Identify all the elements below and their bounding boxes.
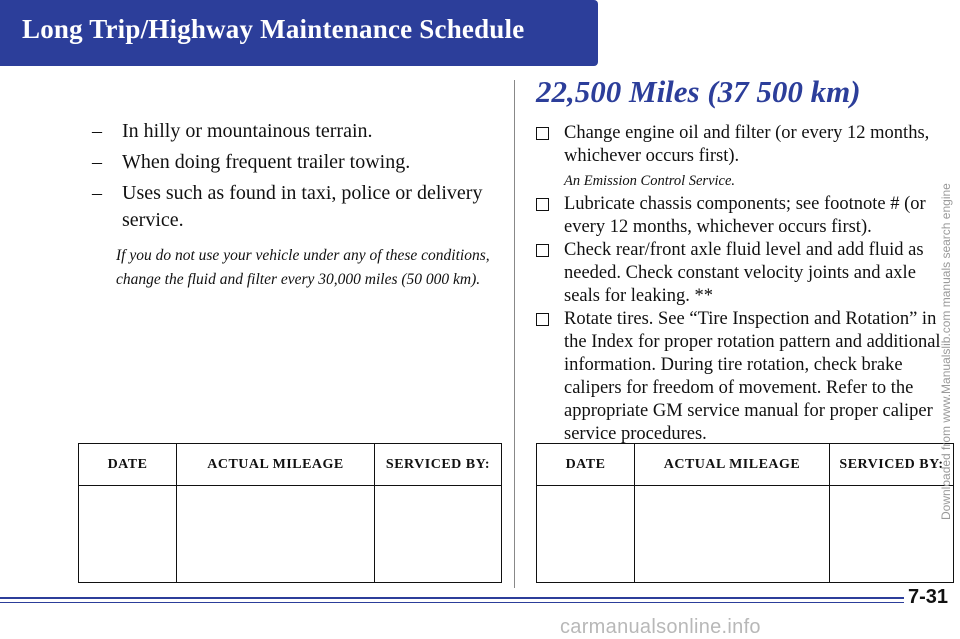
page-number: 7-31 — [908, 586, 949, 608]
service-record-table-right — [536, 443, 954, 583]
task-text: Check rear/front axle fluid level and add fluid as needed. Check constant velocity joints and axle seals for leaking. ** — [564, 240, 924, 306]
watermark-side-text: Downloaded from www.Manualslib.com manuals search engine — [939, 183, 953, 520]
serviced-by-cell[interactable] — [375, 486, 502, 583]
serviced-by-header: SERVICED BY: — [375, 444, 502, 486]
date-header: DATE — [537, 444, 635, 486]
task-item — [536, 239, 956, 308]
checkbox-icon[interactable] — [536, 244, 549, 257]
task-item — [536, 308, 956, 446]
condition-item — [92, 149, 492, 176]
dash-bullet: – — [92, 120, 102, 142]
serviced-by-cell[interactable] — [830, 486, 954, 583]
condition-text: In hilly or mountainous terrain. — [122, 120, 373, 142]
table-header-row — [537, 444, 954, 486]
date-header: DATE — [79, 444, 177, 486]
actual-mileage-header: ACTUAL MILEAGE — [635, 444, 830, 486]
column-divider — [514, 80, 515, 588]
date-cell[interactable] — [79, 486, 177, 583]
task-text: Lubricate chassis components; see footnote # (or every 12 months, whichever occurs first). — [564, 194, 926, 237]
actual-mileage-header: ACTUAL MILEAGE — [177, 444, 375, 486]
right-column — [536, 122, 956, 446]
watermark-bottom[interactable]: carmanualsonline.info — [560, 616, 761, 638]
emission-note: An Emission Control Service. — [564, 173, 736, 189]
dash-bullet: – — [92, 182, 102, 204]
dash-bullet: – — [92, 151, 102, 173]
page-title: Long Trip/Highway Maintenance Schedule — [22, 14, 525, 44]
actual-mileage-cell[interactable] — [177, 486, 375, 583]
checkbox-icon[interactable] — [536, 313, 549, 326]
header-band — [0, 0, 590, 66]
task-text: Change engine oil and filter (or every 12 months, whichever occurs first). — [564, 123, 930, 166]
table-header-row — [79, 444, 502, 486]
header-band-edge — [582, 0, 598, 66]
footer-rule — [0, 597, 904, 599]
footer-rule-thin — [0, 602, 904, 603]
task-item — [536, 193, 956, 239]
table-row — [537, 486, 954, 583]
actual-mileage-cell[interactable] — [635, 486, 830, 583]
condition-text: Uses such as found in taxi, police or delivery service. — [122, 182, 483, 231]
task-item — [536, 122, 956, 168]
checkbox-icon[interactable] — [536, 127, 549, 140]
left-column — [92, 118, 492, 292]
condition-item — [92, 118, 492, 145]
serviced-by-header: SERVICED BY: — [830, 444, 954, 486]
fluid-change-note: If you do not use your vehicle under any of these conditions, change the fluid and filter every 30,000 miles (50 000 km). — [116, 247, 490, 288]
mileage-heading: 22,500 Miles (37 500 km) — [536, 74, 861, 109]
condition-item — [92, 180, 492, 234]
checkbox-icon[interactable] — [536, 198, 549, 211]
task-text: Rotate tires. See “Tire Inspection and Rotation” in the Index for proper rotation pattern and additional information. During tire rotation, check brake calipers for freedom of movement. Refer to the appropriate GM service manual for proper caliper service procedures. — [564, 309, 941, 444]
condition-text: When doing frequent trailer towing. — [122, 151, 411, 173]
table-row — [79, 486, 502, 583]
date-cell[interactable] — [537, 486, 635, 583]
service-record-table-left — [78, 443, 502, 583]
